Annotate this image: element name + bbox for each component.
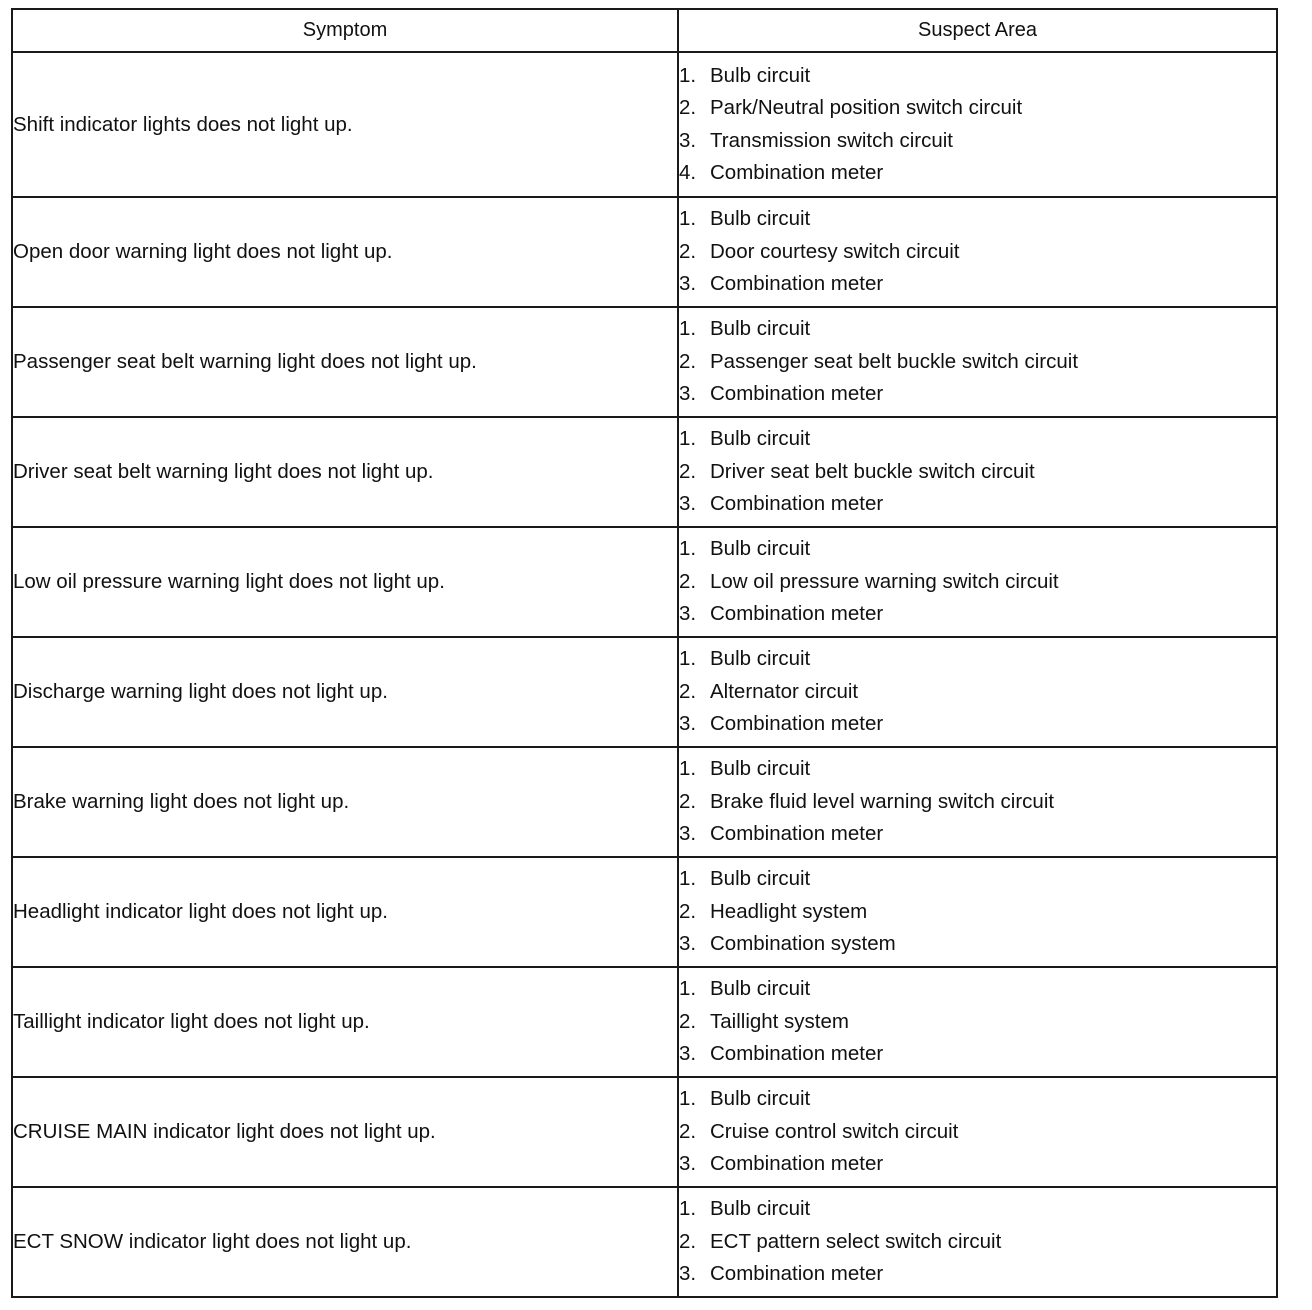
suspect-area-cell	[678, 1077, 1277, 1187]
table-row	[12, 967, 1277, 1077]
suspect-item-number: 3.	[679, 492, 697, 516]
suspect-item-number: 4.	[679, 161, 697, 184]
symptom-cell: Discharge warning light does not light up.	[12, 637, 678, 747]
suspect-item	[679, 60, 1276, 93]
suspect-item	[679, 313, 1276, 346]
suspect-item-number: 2.	[679, 789, 697, 813]
suspect-item-text: Bulb circuit	[710, 1197, 811, 1221]
suspect-item-number: 3.	[679, 932, 697, 956]
suspect-item-number: 1.	[679, 207, 697, 231]
suspect-item-text: Bulb circuit	[710, 207, 811, 231]
suspect-item	[679, 92, 1276, 125]
suspect-item	[679, 203, 1276, 236]
suspect-area-column-header: Suspect Area	[678, 9, 1277, 52]
table-row	[12, 197, 1277, 307]
suspect-item-text: Bulb circuit	[710, 867, 811, 891]
suspect-item	[679, 125, 1276, 158]
suspect-area-cell	[678, 417, 1277, 527]
suspect-item-number: 1.	[679, 647, 697, 671]
suspect-area-cell	[678, 197, 1277, 307]
suspect-item-text: Combination meter	[710, 1152, 884, 1176]
symptom-cell: Open door warning light does not light up.	[12, 197, 678, 307]
suspect-item-text: Combination system	[710, 932, 896, 956]
suspect-list	[679, 1193, 1276, 1291]
suspect-item	[679, 708, 1276, 741]
symptom-cell: Low oil pressure warning light does not light up.	[12, 527, 678, 637]
suspect-item-number: 3.	[679, 712, 697, 736]
suspect-item	[679, 456, 1276, 489]
header-row	[12, 9, 1277, 52]
table-row	[12, 1077, 1277, 1187]
suspect-item-text: Brake fluid level warning switch circuit	[710, 789, 1055, 813]
suspect-item-text: Passenger seat belt buckle switch circuit	[710, 349, 1079, 373]
suspect-item	[679, 378, 1276, 411]
suspect-item-text: Bulb circuit	[710, 427, 811, 451]
suspect-item-text: Cruise control switch circuit	[710, 1119, 959, 1143]
suspect-item-text: Driver seat belt buckle switch circuit	[710, 459, 1035, 483]
symptom-cell: Brake warning light does not light up.	[12, 747, 678, 857]
suspect-area-cell	[678, 527, 1277, 637]
suspect-item-number: 1.	[679, 537, 697, 561]
suspect-item	[679, 928, 1276, 961]
suspect-item-number: 1.	[679, 757, 697, 781]
symptom-cell: Taillight indicator light does not light up.	[12, 967, 678, 1077]
suspect-item-number: 2.	[679, 899, 697, 923]
suspect-item-number: 2.	[679, 239, 697, 263]
suspect-item-text: Combination meter	[710, 492, 884, 516]
suspect-item	[679, 423, 1276, 456]
suspect-item-number: 1.	[679, 1087, 697, 1111]
suspect-item-text: Bulb circuit	[710, 537, 811, 561]
suspect-area-cell	[678, 967, 1277, 1077]
suspect-item	[679, 818, 1276, 851]
suspect-item	[679, 1258, 1276, 1291]
suspect-item-number: 2.	[679, 459, 697, 483]
suspect-list	[679, 643, 1276, 741]
suspect-item	[679, 973, 1276, 1006]
suspect-item-text: Bulb circuit	[710, 647, 811, 671]
suspect-item	[679, 236, 1276, 269]
table-row	[12, 637, 1277, 747]
table-row	[12, 747, 1277, 857]
suspect-item-number: 1.	[679, 317, 697, 341]
table-header	[12, 9, 1277, 52]
table-row	[12, 857, 1277, 967]
suspect-item-number: 1.	[679, 427, 697, 451]
suspect-area-cell	[678, 1187, 1277, 1297]
table-row	[12, 527, 1277, 637]
suspect-item-number: 3.	[679, 1262, 697, 1286]
symptom-column-header: Symptom	[12, 9, 678, 52]
suspect-item-number: 2.	[679, 1009, 697, 1033]
suspect-item-text: Bulb circuit	[710, 63, 811, 87]
suspect-item-text: Headlight system	[710, 899, 868, 923]
suspect-item	[679, 1193, 1276, 1226]
suspect-item	[679, 1006, 1276, 1039]
suspect-area-cell	[678, 307, 1277, 417]
suspect-item-text: ECT pattern select switch circuit	[710, 1229, 1002, 1253]
symptom-cell: Shift indicator lights does not light up.	[12, 52, 678, 197]
suspect-item-text: Taillight system	[710, 1009, 849, 1033]
suspect-item-text: Combination meter	[710, 822, 884, 846]
suspect-item	[679, 598, 1276, 631]
suspect-area-cell	[678, 637, 1277, 747]
suspect-item-text: Bulb circuit	[710, 757, 811, 781]
table-row	[12, 417, 1277, 527]
suspect-item-text: Bulb circuit	[710, 1087, 811, 1111]
suspect-item-number: 2.	[679, 1229, 697, 1253]
suspect-area-cell	[678, 52, 1277, 197]
suspect-item-number: 2.	[679, 1119, 697, 1143]
suspect-item-number: 3.	[679, 272, 697, 296]
suspect-list	[679, 203, 1276, 301]
suspect-item-number: 3.	[679, 382, 697, 406]
symptom-cell: Driver seat belt warning light does not light up.	[12, 417, 678, 527]
suspect-area-cell	[678, 747, 1277, 857]
suspect-list	[679, 313, 1276, 411]
suspect-item-number: 2.	[679, 96, 697, 119]
suspect-item-text: Transmission switch circuit	[710, 128, 954, 152]
suspect-item	[679, 1226, 1276, 1259]
suspect-item-number: 1.	[679, 1197, 697, 1221]
suspect-item-number: 1.	[679, 977, 697, 1001]
suspect-item	[679, 1083, 1276, 1116]
suspect-item	[679, 1148, 1276, 1181]
symptom-cell: CRUISE MAIN indicator light does not light up.	[12, 1077, 678, 1187]
suspect-item-number: 1.	[679, 63, 697, 87]
table-row	[12, 1187, 1277, 1297]
suspect-item-text: Combination meter	[710, 382, 884, 406]
symptom-cell: Headlight indicator light does not light up.	[12, 857, 678, 967]
suspect-item-number: 2.	[679, 569, 697, 593]
suspect-item	[679, 566, 1276, 599]
suspect-item	[679, 786, 1276, 819]
symptom-cell: ECT SNOW indicator light does not light up.	[12, 1187, 678, 1297]
suspect-list	[679, 753, 1276, 851]
suspect-item-text: Combination meter	[710, 1262, 884, 1286]
suspect-item-text: Combination meter	[710, 712, 884, 736]
suspect-item-text: Combination meter	[710, 602, 884, 626]
suspect-item	[679, 643, 1276, 676]
suspect-item-text: Bulb circuit	[710, 317, 811, 341]
suspect-item-number: 3.	[679, 128, 697, 152]
suspect-item-number: 2.	[679, 349, 697, 373]
suspect-list	[679, 533, 1276, 631]
suspect-item-text: Low oil pressure warning switch circuit	[710, 569, 1059, 593]
suspect-list	[679, 1083, 1276, 1181]
suspect-list	[679, 973, 1276, 1071]
suspect-item-text: Combination meter	[710, 161, 884, 184]
suspect-list	[679, 863, 1276, 961]
suspect-item-number: 3.	[679, 1152, 697, 1176]
suspect-item-text: Park/Neutral position switch circuit	[710, 96, 1023, 119]
suspect-item-number: 1.	[679, 867, 697, 891]
suspect-item	[679, 346, 1276, 379]
symptom-cell: Passenger seat belt warning light does not light up.	[12, 307, 678, 417]
suspect-item-text: Combination meter	[710, 1042, 884, 1066]
suspect-list	[679, 60, 1276, 190]
suspect-item	[679, 268, 1276, 301]
suspect-item	[679, 1038, 1276, 1071]
suspect-item-text: Door courtesy switch circuit	[710, 239, 960, 263]
suspect-item-text: Combination meter	[710, 272, 884, 296]
suspect-item	[679, 896, 1276, 929]
suspect-list	[679, 423, 1276, 521]
suspect-item-number: 3.	[679, 1042, 697, 1066]
table-row	[12, 52, 1277, 197]
suspect-item	[679, 157, 1276, 190]
suspect-item-text: Alternator circuit	[710, 679, 859, 703]
symptom-table	[11, 8, 1278, 1298]
suspect-item-number: 2.	[679, 679, 697, 703]
suspect-item	[679, 676, 1276, 709]
suspect-item	[679, 488, 1276, 521]
suspect-item	[679, 533, 1276, 566]
table-row	[12, 307, 1277, 417]
suspect-item	[679, 753, 1276, 786]
suspect-item	[679, 863, 1276, 896]
suspect-item	[679, 1116, 1276, 1149]
table-body	[12, 52, 1277, 1297]
suspect-item-number: 3.	[679, 602, 697, 626]
suspect-area-cell	[678, 857, 1277, 967]
suspect-item-text: Bulb circuit	[710, 977, 811, 1001]
suspect-item-number: 3.	[679, 822, 697, 846]
